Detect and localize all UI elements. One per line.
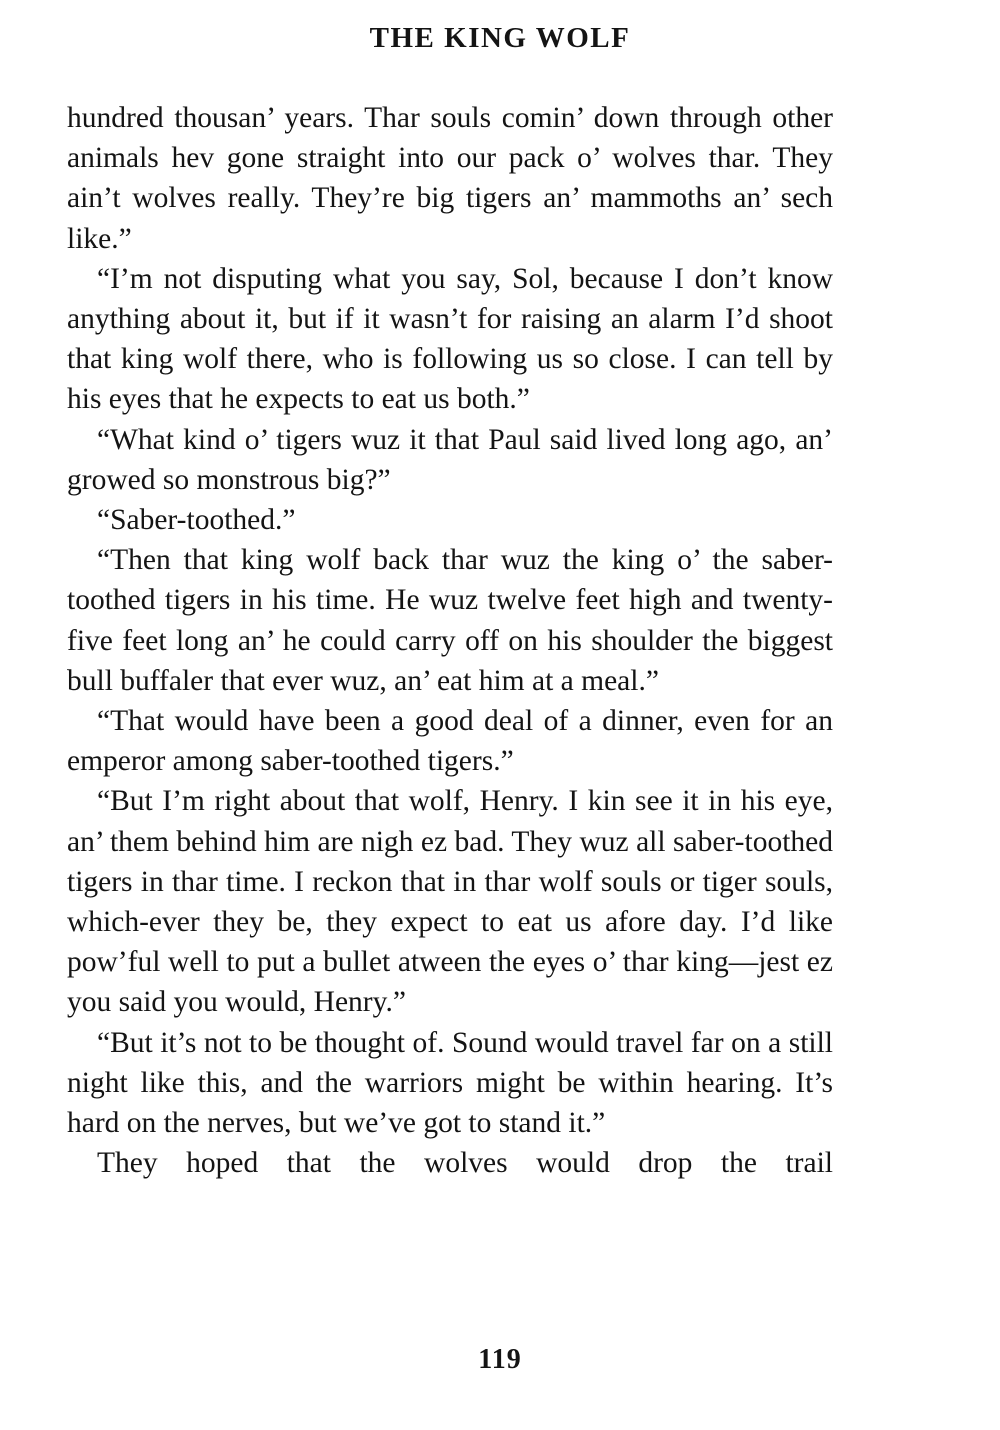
paragraph: “That would have been a good deal of a dinner, even for an emperor among saber-toothed tigers.” — [67, 705, 833, 778]
paragraph: “But it’s not to be thought of. Sound would travel far on a still night like this, and the warriors might be within hearing. It’s hard on the nerves, but we’ve got to stand it.” — [67, 1026, 833, 1140]
paragraph: “What kind o’ tigers wuz it that Paul said lived long ago, an’ growed so monstrous big?” — [67, 423, 833, 496]
body-text — [67, 98, 833, 1183]
paragraph: They hoped that the wolves would drop the trail — [97, 1147, 833, 1180]
paragraph: “Then that king wolf back thar wuz the king o’ the saber-toothed tigers in his time. He wuz twelve feet high and twenty-five feet long an’ he could carry off on his shoulder the biggest bull buffaler that ever wuz, an’ eat him at a meal.” — [67, 544, 833, 697]
running-title: THE KING WOLF — [369, 22, 631, 54]
paragraph: “Saber-toothed.” — [97, 504, 296, 537]
paragraph: “I’m not disputing what you say, Sol, because I don’t know anything about it, but if it wasn’t for raising an alarm I’d shoot that king wolf there, who is following us so close. I can tell by his eyes that he expects to eat us both.” — [67, 262, 833, 416]
page-number: 119 — [478, 1344, 522, 1375]
paragraph: hundred thousan’ years. Thar souls comin’ down through other animals hev gone straight into our pack o’ wolves thar. They ain’t wolves really. They’re big tigers an’ mammoths an’ sech like.” — [67, 102, 833, 255]
paragraph: “But I’m right about that wolf, Henry. I kin see it in his eye, an’ them behind him are nigh ez bad. They wuz all saber-toothed tigers in thar time. I reckon that in thar wolf souls or tiger souls, which-ever they be, they expect to eat us afore day. I’d like pow’ful well to put a bullet atween the eyes o’ thar king—jest ez you said you would, Henry.” — [67, 785, 833, 1019]
